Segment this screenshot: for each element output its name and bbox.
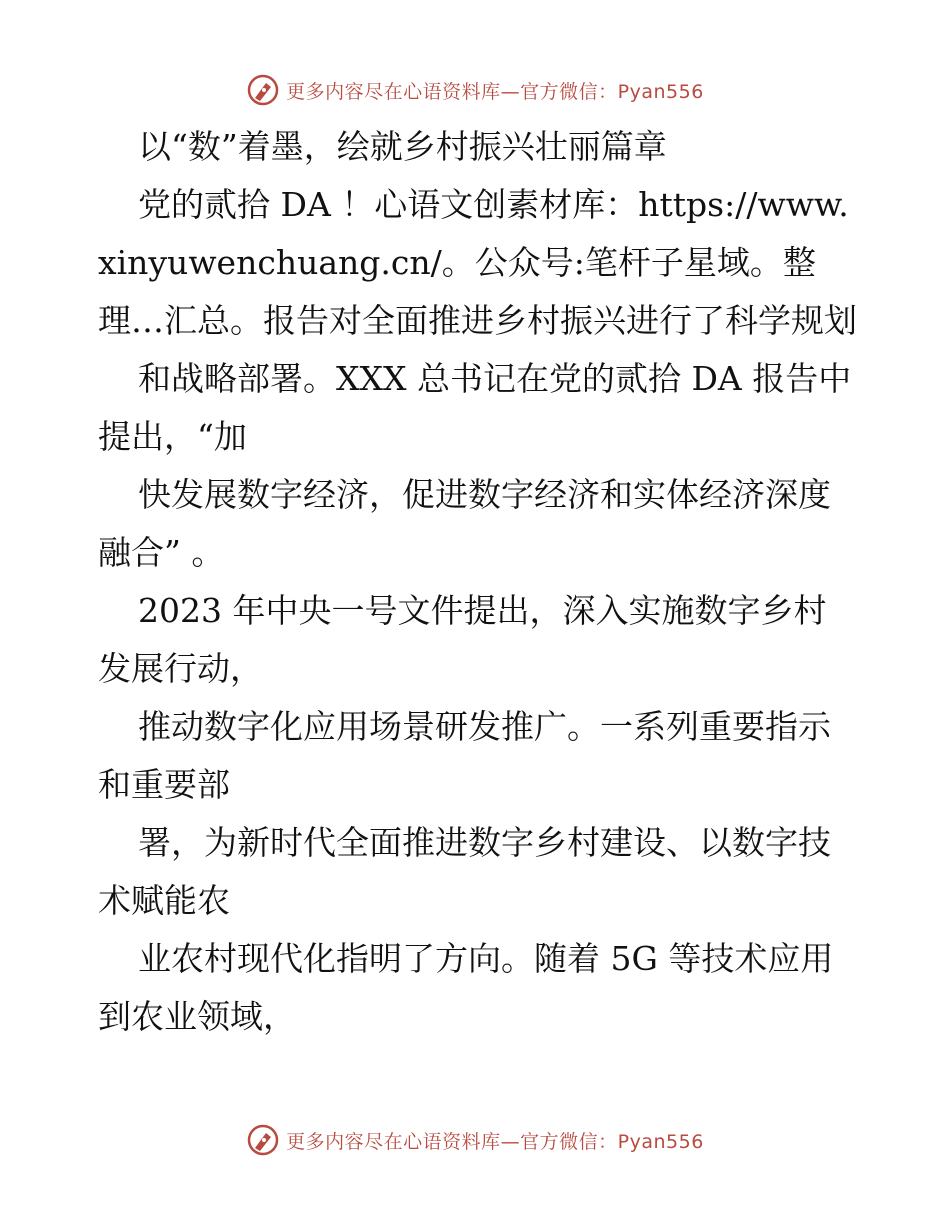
footer-banner (0, 1120, 950, 1160)
document-title: 以“数”着墨，绘就乡村振兴壮丽篇章 (138, 127, 667, 166)
paragraph: 署，为新时代全面推进数字乡村建设、以数字技术赋能农 (98, 823, 831, 920)
footer-banner-text: 更多内容尽在心语资料库—官方微信：Pyan556 (286, 1130, 704, 1153)
document-body (98, 118, 858, 1046)
paragraph: 快发展数字经济，促进数字经济和实体经济深度融合” 。 (98, 475, 831, 572)
paragraph: 2023 年中央一号文件提出，深入实施数字乡村发展行动， (98, 591, 827, 688)
paragraph: 推动数字化应用场景研发推广。一系列重要指示和重要部 (98, 707, 831, 804)
pen-nib-circle-icon (246, 73, 280, 107)
header-banner-text: 更多内容尽在心语资料库—官方微信：Pyan556 (286, 80, 704, 103)
paragraph: 业农村现代化指明了方向。随着 5G 等技术应用到农业领域， (98, 939, 834, 1036)
paragraph: 和战略部署。XXX 总书记在党的贰拾 DA 报告中提出，“加 (98, 359, 852, 456)
paragraph: 党的贰拾 DA ！心语文创素材库：https://www.xinyuwenchuang.cn/。公众号:笔杆子星域。整理…汇总。报告对全面推进乡村振兴进行了科学规划 (98, 185, 857, 340)
pen-nib-circle-icon (246, 1123, 280, 1157)
header-banner (0, 70, 950, 110)
